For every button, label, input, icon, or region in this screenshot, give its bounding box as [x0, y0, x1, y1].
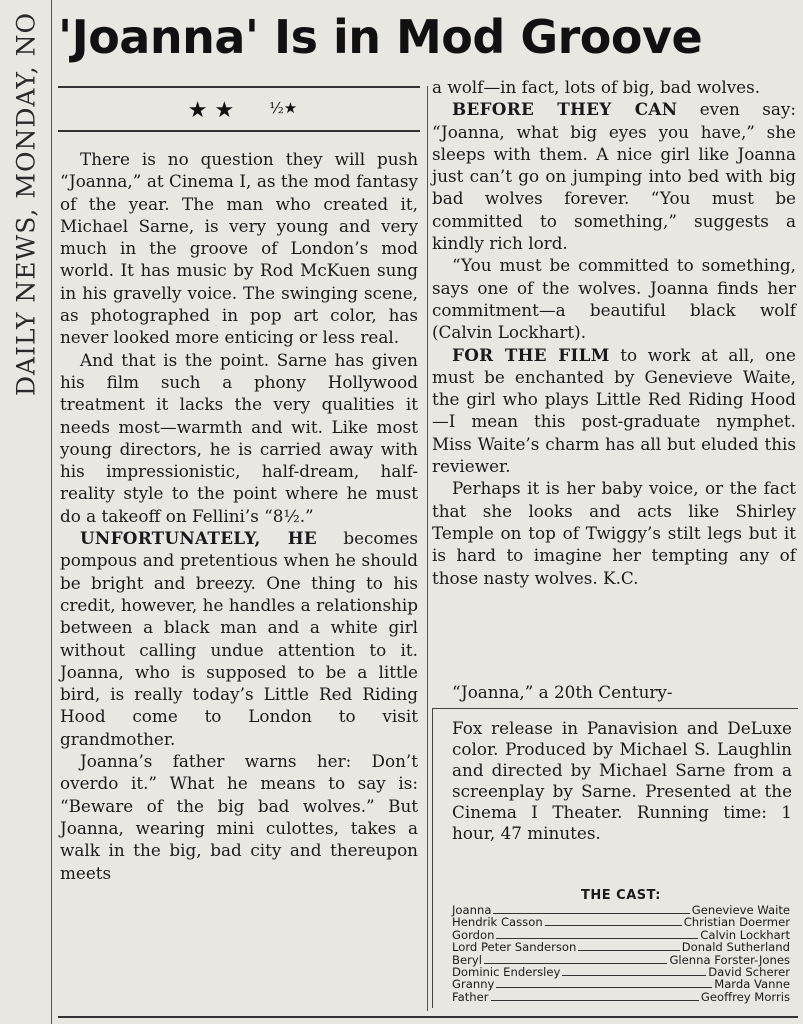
cast-role: Father — [452, 989, 489, 1004]
paragraph-text: a wolf—in fact, lots of big, bad wolves. — [432, 77, 761, 97]
paragraph — [432, 254, 796, 343]
column-right — [432, 76, 796, 589]
cast-actor: Genevieve Waite — [691, 903, 790, 917]
cast-actor: David Scherer — [708, 965, 790, 980]
cast-leader-line — [545, 917, 682, 926]
star-icons: ★ ★ — [187, 98, 235, 123]
paragraph-lead: FOR THE FILM — [452, 344, 610, 365]
paragraph-text: There is no question they will push “Joanna,” at Cinema I, as the mod fantasy of the year. The man who created it, Michael Sarne, is very young and very much in the groove of London’s mod world. It has music by Rod McKuen sung in his gravelly voice. The swinging scene, as photographed in pop art color, has never looked more enticing or less real. — [60, 149, 418, 348]
cast-leader-line — [496, 930, 698, 939]
cast-rows — [452, 904, 790, 1003]
masthead-date: DAILY NEWS, MONDAY, NO — [11, 12, 41, 396]
cast-actor: Marda Vanne — [714, 977, 790, 992]
cast-role: Joanna — [452, 903, 492, 917]
paragraph-lead: UNFORTUNATELY, HE — [80, 528, 317, 549]
paragraph — [432, 477, 796, 588]
paragraph-text: Joanna’s father warns her: Don’t overdo it.” What he means to say is: “Beware of the big bad wolves.” But Joanna, wearing mini culottes, takes a walk in the big, bad city and thereupon meets — [60, 751, 418, 883]
credits-box-top — [432, 708, 798, 709]
star-rating — [60, 98, 425, 123]
cast-role: Hendrik Casson — [452, 915, 543, 930]
paragraph-text: “You must be committed to something, says one of the wolves. Joanna finds her commitment—a beautiful black wolf (Calvin Lockhart). — [432, 255, 796, 343]
cast-role: Granny — [452, 977, 495, 992]
cast-role: Beryl — [452, 952, 482, 967]
paragraph-text: becomes pompous and pretentious when he should be bright and breezy. One thing to his credit, however, he handles a relationship between a black man and a white girl without calling undue attention to it. Joanna, who is supposed to be a little bird, is really today’s Little Red Riding Hood come to London to visit grandmother. — [60, 528, 418, 749]
cast-actor: Geoffrey Morris — [700, 989, 790, 1004]
cast-row — [452, 941, 790, 953]
bottom-rule — [58, 1016, 798, 1018]
cast-leader-line — [491, 992, 699, 1001]
headline: 'Joanna' Is in Mod Groove — [58, 10, 703, 64]
cast-role: Dominic Endersley — [452, 965, 561, 980]
paragraph-text: Perhaps it is her baby voice, or the fact that she looks and acts like Shirley Temple on top of Twiggy’s stilt legs but it is hard to imagine her tempting any of those nasty wolves. K.C. — [432, 478, 796, 588]
headline-rule-left — [58, 86, 420, 88]
paragraph-text: And that is the point. Sarne has given his film such a phony Hollywood treatment it lacks the very qualities it needs most—warmth and wit. Like most young directors, he is carried away with his impressionistic, half-dream, half-reality style to the point where he must do a takeoff on Fellini’s “8½.” — [60, 349, 418, 526]
cast-actor: Donald Sutherland — [681, 940, 790, 955]
cast-list — [452, 888, 790, 1003]
cast-actor: Glenna Forster-Jones — [669, 952, 790, 967]
paragraph — [60, 148, 418, 349]
paragraph — [60, 750, 418, 884]
cast-row — [452, 916, 790, 928]
paragraph-lead: BEFORE THEY CAN — [452, 99, 678, 120]
cast-leader-line — [578, 942, 679, 951]
masthead-strip — [6, 4, 46, 424]
cast-actor: Calvin Lockhart — [700, 927, 790, 942]
cast-role: Lord Peter Sanderson — [452, 940, 577, 955]
cast-actor: Christian Doermer — [683, 915, 790, 930]
paragraph — [432, 76, 796, 98]
column-divider — [427, 86, 428, 1011]
masthead-divider — [51, 0, 52, 1024]
cast-leader-line — [496, 979, 712, 988]
paragraph — [432, 98, 796, 254]
credits-text: Fox release in Panavision and DeLuxe color. Produced by Michael S. Laughlin and directed by Michael Sarne from a screenplay by Sarne. Presented at the Cinema I Theater. Running time: 1 hour, 47 minutes. — [452, 718, 792, 843]
paragraph — [60, 349, 418, 527]
cast-leader-line — [493, 905, 689, 914]
paragraph-text: to work at all, one must be enchanted by Genevieve Waite, the girl who plays Little Red Riding Hood—I mean this post-graduate nymphet. Miss Waite’s charm has all but eluded this reviewer. — [432, 344, 796, 477]
paragraph — [432, 344, 796, 478]
cast-role: Gordon — [452, 927, 495, 942]
cast-title: THE CAST: — [581, 888, 661, 903]
cast-row — [452, 978, 790, 990]
cast-leader-line — [484, 955, 668, 964]
credits-intro-block — [432, 681, 796, 703]
half-star-icon: ½★ — [269, 99, 298, 117]
rating-rule — [58, 130, 420, 132]
column-left — [60, 148, 418, 884]
credits-box-left — [432, 708, 433, 1008]
paragraph-text: even say: “Joanna, what big eyes you have,” she sleeps with them. A nice girl like Joanna just can’t go on jumping into bed with big bad wolves forever. “You must be committed to something,” suggests a kindly rich lord. — [432, 99, 796, 254]
credits-intro: “Joanna,” a 20th Century- — [452, 682, 673, 702]
paragraph — [60, 527, 418, 750]
cast-row — [452, 991, 790, 1003]
cast-leader-line — [562, 967, 706, 976]
credits-block — [452, 718, 792, 844]
